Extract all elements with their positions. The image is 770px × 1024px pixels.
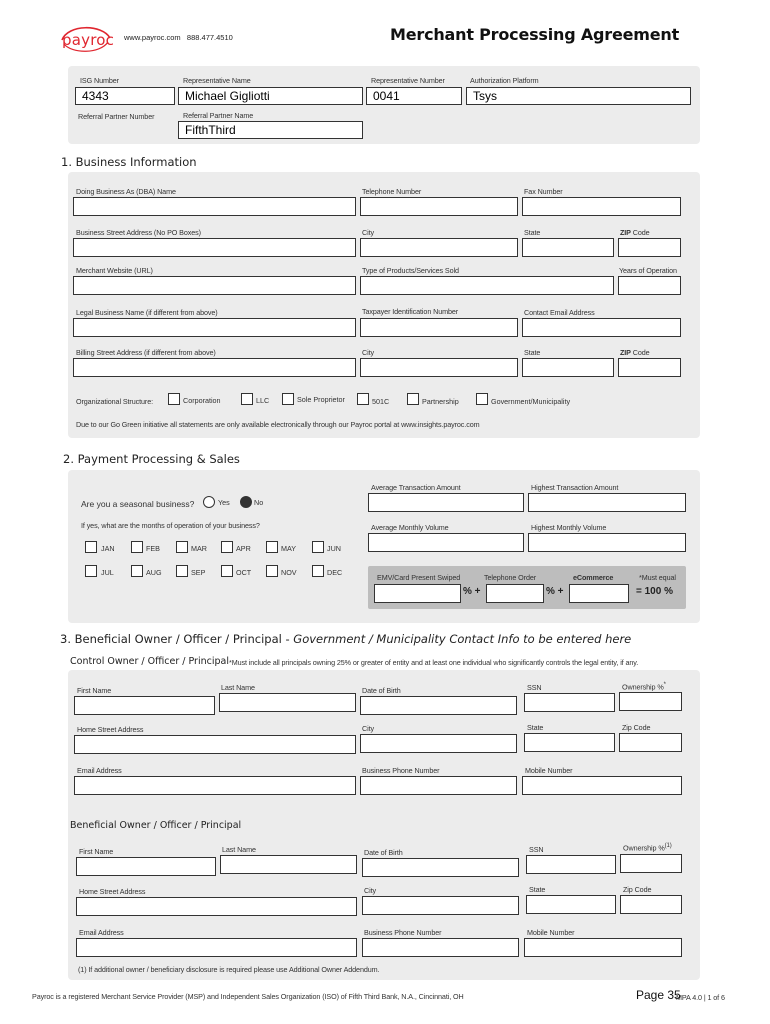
street-field[interactable]: [73, 238, 356, 257]
business-phone-label: Business Phone Number: [362, 766, 440, 775]
home-street-field[interactable]: [74, 735, 356, 754]
control-owner-title: Control Owner / Officer / Principal: [70, 656, 229, 667]
dba-label: Doing Business As (DBA) Name: [76, 187, 176, 196]
products-label: Type of Products/Services Sold: [362, 266, 459, 275]
ben-mobile-field[interactable]: [524, 938, 682, 957]
month-sep-label: SEP: [191, 568, 206, 577]
emv-pct-field[interactable]: [374, 584, 461, 603]
ssn-label: SSN: [527, 683, 542, 692]
month-apr-checkbox[interactable]: [221, 541, 233, 553]
state2-label: State: [524, 348, 541, 357]
owner-city-field[interactable]: [360, 734, 517, 753]
dba-field[interactable]: [73, 197, 356, 216]
fax-label: Fax Number: [524, 187, 563, 196]
ben-ssn-label: SSN: [529, 845, 544, 854]
high-txn-label: Highest Transaction Amount: [531, 483, 619, 492]
payment-heading: 2. Payment Processing & Sales: [63, 452, 240, 466]
tel-order-label: Telephone Order: [484, 573, 537, 582]
llc-checkbox[interactable]: [241, 393, 253, 405]
month-jun-checkbox[interactable]: [312, 541, 324, 553]
beneficial-owner-title: Beneficial Owner / Officer / Principal: [70, 820, 242, 831]
fax-field[interactable]: [522, 197, 681, 216]
org-structure-label: Organizational Structure:: [76, 397, 154, 406]
referral-name-field[interactable]: FifthThird: [178, 121, 363, 139]
footer-text: Payroc is a registered Merchant Service Provider (MSP) and Independent Sales Organization (ISO) of Fifth Third Bank, N.A., Cincinnati, OH: [32, 992, 464, 1001]
government-checkbox[interactable]: [476, 393, 488, 405]
owner-zip-label: Zip Code: [622, 723, 651, 732]
years-label: Years of Operation: [619, 266, 677, 275]
isg-number-field[interactable]: 4343: [75, 87, 175, 105]
last-name-field[interactable]: [219, 693, 356, 712]
control-owner-note: *Must include all principals owning 25% or greater of entity and at least one individual who significantly controls the legal entity, if any.: [229, 658, 639, 667]
city-label: City: [362, 228, 374, 237]
seasonal-yes-radio[interactable]: [203, 496, 215, 508]
ben-business-phone-label: Business Phone Number: [364, 928, 442, 937]
partnership-label: Partnership: [422, 397, 459, 406]
month-dec-checkbox[interactable]: [312, 565, 324, 577]
avg-monthly-field[interactable]: [368, 533, 524, 552]
month-mar-checkbox[interactable]: [176, 541, 188, 553]
business-info-heading: 1. Business Information: [61, 155, 197, 169]
owner-city-label: City: [362, 724, 374, 733]
owner-heading-italic: Government / Municipality Contact Info to be entered here: [293, 632, 632, 646]
month-dec-label: DEC: [327, 568, 343, 577]
month-oct-label: OCT: [236, 568, 252, 577]
month-jul-checkbox[interactable]: [85, 565, 97, 577]
zip2-label: ZIP Code: [620, 348, 650, 357]
page-number: Page 35: [636, 988, 681, 1002]
rep-name-label: Representative Name: [183, 76, 251, 85]
website-field[interactable]: [73, 276, 356, 295]
state-field[interactable]: [522, 238, 614, 257]
equals-100: = 100 %: [636, 586, 673, 597]
rep-number-label: Representative Number: [371, 76, 445, 85]
billing-field[interactable]: [73, 358, 356, 377]
month-aug-label: AUG: [146, 568, 162, 577]
avg-monthly-label: Average Monthly Volume: [371, 523, 449, 532]
high-monthly-field[interactable]: [528, 533, 686, 552]
isg-number-label: ISG Number: [80, 76, 119, 85]
beneficial-panel-top: [68, 833, 700, 835]
seasonal-no-radio[interactable]: [240, 496, 252, 508]
auth-platform-field[interactable]: Tsys: [466, 87, 691, 105]
ben-zip-field[interactable]: [620, 895, 682, 914]
ben-city-label: City: [364, 886, 376, 895]
state-label: State: [524, 228, 541, 237]
must-equal-label: *Must equal: [639, 573, 676, 582]
telephone-label: Telephone Number: [362, 187, 422, 196]
avg-txn-label: Average Transaction Amount: [371, 483, 461, 492]
high-txn-field[interactable]: [528, 493, 686, 512]
owner-zip-field[interactable]: [619, 733, 682, 752]
ecommerce-pct-field[interactable]: [569, 584, 629, 603]
high-monthly-label: Highest Monthly Volume: [531, 523, 607, 532]
auth-platform-label: Authorization Platform: [470, 76, 539, 85]
corporation-label: Corporation: [183, 396, 221, 405]
mobile-field[interactable]: [522, 776, 682, 795]
ben-first-name-label: First Name: [79, 847, 114, 856]
zip2-field[interactable]: [618, 358, 681, 377]
ben-dob-field[interactable]: [362, 858, 519, 877]
ben-email-field[interactable]: [76, 938, 357, 957]
ben-zip-label: Zip Code: [623, 885, 652, 894]
city2-field[interactable]: [360, 358, 518, 377]
mpa-version: MPA 4.0 | 1 of 6: [676, 993, 725, 1002]
month-feb-label: FEB: [146, 544, 160, 553]
month-jun-label: JUN: [327, 544, 341, 553]
tin-label: Taxpayer Identification Number: [362, 307, 459, 316]
mobile-label: Mobile Number: [525, 766, 573, 775]
ben-home-street-field[interactable]: [76, 897, 357, 916]
telephone-field[interactable]: [360, 197, 518, 216]
seasonal-question: Are you a seasonal business?: [81, 499, 195, 509]
month-may-label: MAY: [281, 544, 297, 553]
legal-name-field[interactable]: [73, 318, 356, 337]
month-sep-checkbox[interactable]: [176, 565, 188, 577]
ben-first-name-field[interactable]: [76, 857, 216, 876]
corporation-checkbox[interactable]: [168, 393, 180, 405]
month-jan-label: JAN: [101, 544, 115, 553]
email-label: Contact Email Address: [524, 308, 595, 317]
501c-checkbox[interactable]: [357, 393, 369, 405]
ben-business-phone-field[interactable]: [362, 938, 519, 957]
products-field[interactable]: [360, 276, 614, 295]
partnership-checkbox[interactable]: [407, 393, 419, 405]
tel-order-pct-field[interactable]: [486, 584, 544, 603]
legal-name-label: Legal Business Name (if different from above): [76, 308, 218, 317]
logo-text: payroc: [62, 31, 115, 49]
ssn-field[interactable]: [524, 693, 615, 712]
website-label: Merchant Website (URL): [76, 266, 153, 275]
ben-dob-label: Date of Birth: [364, 848, 403, 857]
dob-field[interactable]: [360, 696, 517, 715]
go-green-note: Due to our Go Green initiative all statements are only available electronically through our Payroc portal at www.insights.payroc.com: [76, 420, 480, 429]
months-question: If yes, what are the months of operation of your business?: [81, 521, 260, 530]
month-nov-label: NOV: [281, 568, 297, 577]
street-label: Business Street Address (No PO Boxes): [76, 228, 201, 237]
pct-plus-1: % +: [463, 586, 481, 597]
ownership-field[interactable]: [619, 692, 682, 711]
seasonal-yes-label: Yes: [218, 498, 230, 507]
sole-proprietor-label: Sole Proprietor: [297, 395, 345, 404]
seasonal-no-label: No: [254, 498, 264, 507]
month-apr-label: APR: [236, 544, 251, 553]
city-field[interactable]: [360, 238, 518, 257]
ben-state-label: State: [529, 885, 546, 894]
month-mar-label: MAR: [191, 544, 207, 553]
ben-ownership-field[interactable]: [620, 854, 682, 873]
ben-ssn-field[interactable]: [526, 855, 616, 874]
header-contact: www.payroc.com 888.477.4510: [124, 33, 233, 42]
ben-state-field[interactable]: [526, 895, 616, 914]
owner-heading: [60, 632, 631, 646]
month-aug-checkbox[interactable]: [131, 565, 143, 577]
city2-label: City: [362, 348, 374, 357]
ben-last-name-label: Last Name: [222, 845, 256, 854]
first-name-label: First Name: [77, 686, 112, 695]
owner-heading-plain: 3. Beneficial Owner / Officer / Principal -: [60, 632, 294, 646]
ben-city-field[interactable]: [362, 896, 519, 915]
emv-label: EMV/Card Present Swiped: [377, 573, 461, 582]
ben-mobile-label: Mobile Number: [527, 928, 575, 937]
ben-last-name-field[interactable]: [220, 855, 357, 874]
owner-email-label: Email Address: [77, 766, 122, 775]
rep-name-field[interactable]: Michael Gigliotti: [178, 87, 363, 105]
government-label: Government/Municipality: [491, 397, 571, 406]
business-phone-field[interactable]: [360, 776, 517, 795]
first-name-field[interactable]: [74, 696, 215, 715]
email-field[interactable]: [522, 318, 681, 337]
home-street-label: Home Street Address: [77, 725, 144, 734]
ben-ownership-label: Ownership %$^{(1)}$: [623, 843, 672, 853]
month-jan-checkbox[interactable]: [85, 541, 97, 553]
month-jul-label: JUL: [101, 568, 114, 577]
month-feb-checkbox[interactable]: [131, 541, 143, 553]
owner-state-field[interactable]: [524, 733, 615, 752]
avg-txn-field[interactable]: [368, 493, 524, 512]
additional-owner-footnote: (1) If additional owner / beneficiary disclosure is required please use Additional Owner Addendum.: [78, 965, 380, 974]
years-field[interactable]: [618, 276, 681, 295]
zip-field[interactable]: [618, 238, 681, 257]
llc-label: LLC: [256, 396, 270, 405]
state2-field[interactable]: [522, 358, 614, 377]
dob-label: Date of Birth: [362, 686, 401, 695]
owner-email-field[interactable]: [74, 776, 356, 795]
referral-number-label: Referral Partner Number: [78, 112, 155, 121]
ben-home-street-label: Home Street Address: [79, 887, 146, 896]
ownership-label: Ownership %*: [622, 682, 666, 692]
rep-number-field[interactable]: 0041: [366, 87, 462, 105]
payroc-logo: [56, 22, 116, 56]
zip-label: ZIP Code: [620, 228, 650, 237]
ecommerce-label: eCommerce: [573, 573, 614, 582]
month-may-checkbox[interactable]: [266, 541, 278, 553]
ben-email-label: Email Address: [79, 928, 124, 937]
tin-field[interactable]: [360, 318, 518, 337]
billing-label: Billing Street Address (if different from above): [76, 348, 216, 357]
owner-state-label: State: [527, 723, 544, 732]
sole-proprietor-checkbox[interactable]: [282, 393, 294, 405]
last-name-label: Last Name: [221, 683, 255, 692]
month-nov-checkbox[interactable]: [266, 565, 278, 577]
referral-name-label: Referral Partner Name: [183, 111, 254, 120]
501c-label: 501C: [372, 397, 390, 406]
page-title: Merchant Processing Agreement: [390, 25, 680, 44]
month-oct-checkbox[interactable]: [221, 565, 233, 577]
pct-plus-2: % +: [546, 586, 564, 597]
